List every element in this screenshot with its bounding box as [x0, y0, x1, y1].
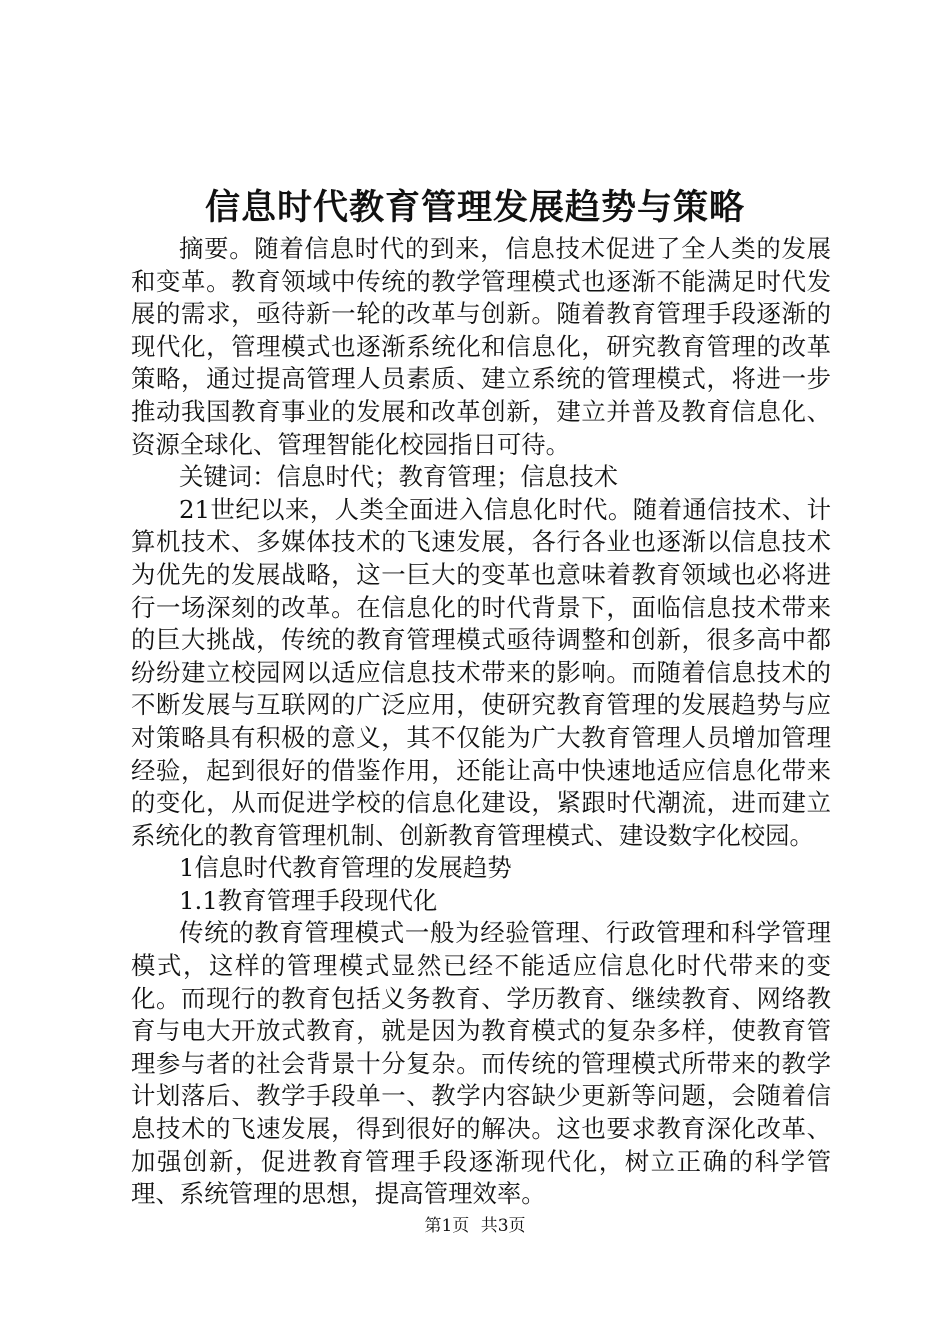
page-number: 第1页 [424, 1216, 470, 1236]
body-paragraph: 传统的教育管理模式一般为经验管理、行政管理和科学管理模式，这样的管理模式显然已经不能适应信息化时代带来的变化。而现行的教育包括义务教育、学历教育、继续教育、网络教育与电大开放式教育，就是因为教育模式的复杂多样，使教育管理参与者的社会背景十分复杂。而传统的管理模式所带来的教学计划落后、教学手段单一、教学内容缺少更新等问题，会随着信息技术的飞速发展，得到很好的解决。这也要求教育深化改革、加强创新，促进教育管理手段逐渐现代化，树立正确的科学管理、系统管理的思想，提高管理效率。 [131, 918, 831, 1209]
page-total: 共3页 [480, 1216, 526, 1236]
page-footer [0, 1214, 950, 1238]
document-title: 信息时代教育管理发展趋势与策略 [204, 187, 745, 228]
keywords-line: 关键词：信息时代；教育管理；信息技术 [179, 462, 619, 492]
subsection-heading-1-1: 1.1教育管理手段现代化 [179, 885, 438, 915]
document-body [131, 233, 831, 1211]
abstract-paragraph: 摘要。随着信息时代的到来，信息技术促进了全人类的发展和变革。教育领域中传统的教学管理模式也逐渐不能满足时代发展的需求，亟待新一轮的改革与创新。随着教育管理手段逐渐的现代化，管理模式也逐渐系统化和信息化，研究教育管理的改革策略，通过提高管理人员素质、建立系统的管理模式，将进一步推动我国教育事业的发展和改革创新，建立并普及教育信息化、资源全球化、管理智能化校园指日可待。 [131, 234, 831, 459]
section-heading-1: 1信息时代教育管理的发展趋势 [179, 853, 512, 883]
intro-paragraph: 21世纪以来，人类全面进入信息化时代。随着通信技术、计算机技术、多媒体技术的飞速发展，各行各业也逐渐以信息技术为优先的发展战略，这一巨大的变革也意味着教育领域也必将进行一场深刻的改革。在信息化的时代背景下，面临信息技术带来的巨大挑战，传统的教育管理模式亟待调整和创新，很多高中都纷纷建立校园网以适应信息技术带来的影响。而随着信息技术的不断发展与互联网的广泛应用，使研究教育管理的发展趋势与应对策略具有积极的意义，其不仅能为广大教育管理人员增加管理经验，起到很好的借鉴作用，还能让高中快速地适应信息化带来的变化，从而促进学校的信息化建设，紧跟时代潮流，进而建立系统化的教育管理机制、创新教育管理模式、建设数字化校园。 [131, 494, 831, 850]
